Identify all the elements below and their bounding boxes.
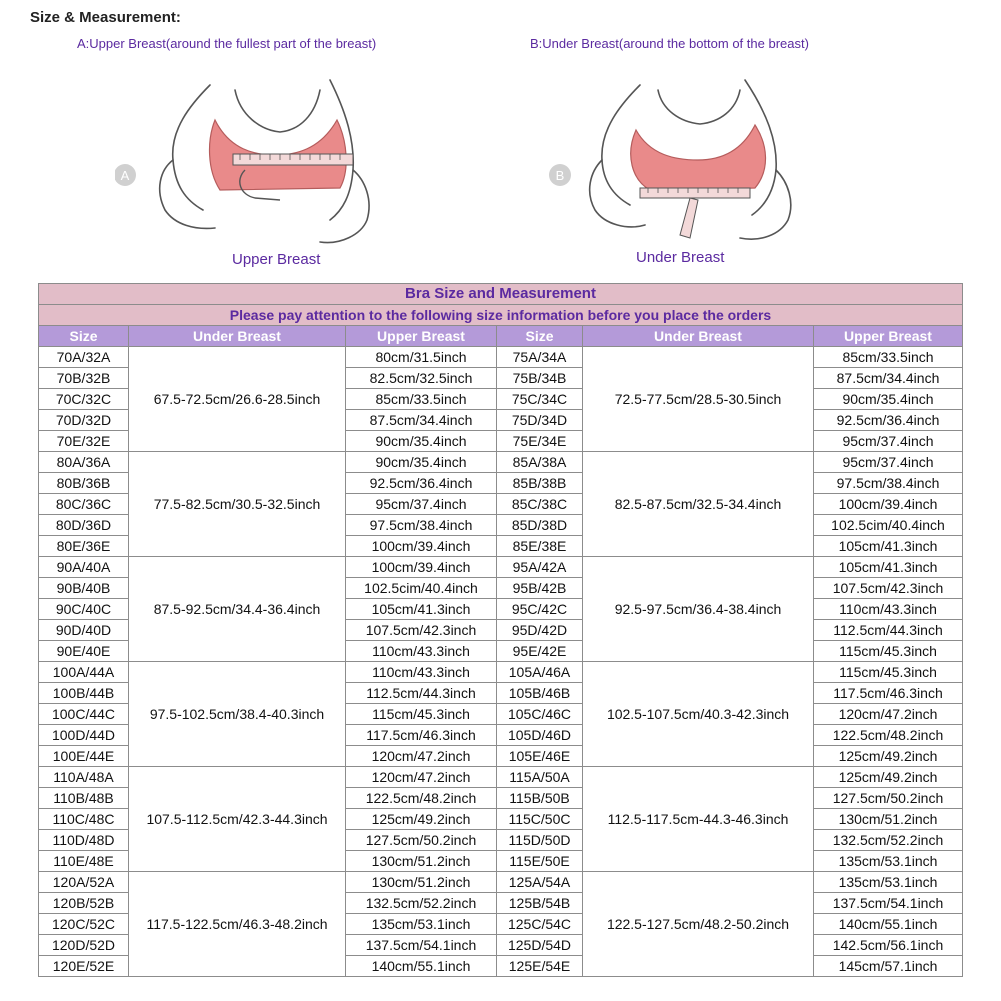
badge-a: A (120, 168, 130, 183)
upper-breast-cell-left: 100cm/39.4inch (346, 536, 497, 557)
upper-breast-cell-right: 135cm/53.1inch (814, 851, 963, 872)
upper-breast-cell-left: 102.5cim/40.4inch (346, 578, 497, 599)
size-cell-left: 80E/36E (39, 536, 129, 557)
size-cell-right: 105B/46B (497, 683, 583, 704)
upper-breast-cell-right: 125cm/49.2inch (814, 746, 963, 767)
upper-breast-cell-left: 127.5cm/50.2inch (346, 830, 497, 851)
header-size-right: Size (497, 326, 583, 347)
under-breast-range-left: 67.5-72.5cm/26.6-28.5inch (129, 347, 346, 452)
upper-breast-cell-right: 142.5cm/56.1inch (814, 935, 963, 956)
size-cell-right: 115A/50A (497, 767, 583, 788)
size-cell-right: 95C/42C (497, 599, 583, 620)
header-upper-breast-left: Upper Breast (346, 326, 497, 347)
size-cell-right: 105C/46C (497, 704, 583, 725)
upper-breast-cell-left: 132.5cm/52.2inch (346, 893, 497, 914)
upper-breast-cell-right: 145cm/57.1inch (814, 956, 963, 977)
upper-breast-cell-left: 112.5cm/44.3inch (346, 683, 497, 704)
table-row (39, 662, 963, 683)
upper-breast-cell-right: 102.5cim/40.4inch (814, 515, 963, 536)
upper-breast-cell-right: 97.5cm/38.4inch (814, 473, 963, 494)
under-breast-range-right: 112.5-117.5cm-44.3-46.3inch (583, 767, 814, 872)
size-cell-right: 105E/46E (497, 746, 583, 767)
size-cell-left: 100A/44A (39, 662, 129, 683)
header-upper-breast-right: Upper Breast (814, 326, 963, 347)
under-breast-range-right: 72.5-77.5cm/28.5-30.5inch (583, 347, 814, 452)
under-breast-range-right: 92.5-97.5cm/36.4-38.4inch (583, 557, 814, 662)
header-size-left: Size (39, 326, 129, 347)
size-cell-left: 90E/40E (39, 641, 129, 662)
under-breast-range-right: 122.5-127.5cm/48.2-50.2inch (583, 872, 814, 977)
upper-breast-cell-left: 95cm/37.4inch (346, 494, 497, 515)
upper-breast-cell-right: 85cm/33.5inch (814, 347, 963, 368)
upper-breast-cell-left: 122.5cm/48.2inch (346, 788, 497, 809)
under-breast-range-left: 107.5-112.5cm/42.3-44.3inch (129, 767, 346, 872)
size-cell-right: 125E/54E (497, 956, 583, 977)
size-cell-left: 120A/52A (39, 872, 129, 893)
size-cell-right: 75D/34D (497, 410, 583, 431)
size-cell-left: 110D/48D (39, 830, 129, 851)
size-cell-right: 105A/46A (497, 662, 583, 683)
upper-breast-cell-left: 97.5cm/38.4inch (346, 515, 497, 536)
upper-breast-cell-left: 90cm/35.4inch (346, 452, 497, 473)
size-cell-left: 100D/44D (39, 725, 129, 746)
measuring-tape-b (640, 188, 750, 198)
size-cell-left: 100C/44C (39, 704, 129, 725)
size-cell-right: 125D/54D (497, 935, 583, 956)
upper-breast-cell-right: 137.5cm/54.1inch (814, 893, 963, 914)
size-cell-left: 90B/40B (39, 578, 129, 599)
size-cell-left: 100B/44B (39, 683, 129, 704)
page-heading: Size & Measurement: (30, 9, 181, 26)
size-cell-left: 110C/48C (39, 809, 129, 830)
upper-breast-cell-right: 105cm/41.3inch (814, 536, 963, 557)
size-cell-right: 75C/34C (497, 389, 583, 410)
upper-breast-cell-right: 132.5cm/52.2inch (814, 830, 963, 851)
upper-breast-cell-left: 110cm/43.3inch (346, 641, 497, 662)
upper-breast-cell-right: 125cm/49.2inch (814, 767, 963, 788)
under-breast-range-right: 82.5-87.5cm/32.5-34.4inch (583, 452, 814, 557)
upper-breast-cell-right: 95cm/37.4inch (814, 431, 963, 452)
size-cell-left: 80B/36B (39, 473, 129, 494)
upper-breast-cell-right: 110cm/43.3inch (814, 599, 963, 620)
upper-breast-cell-left: 120cm/47.2inch (346, 767, 497, 788)
size-cell-left: 120C/52C (39, 914, 129, 935)
upper-breast-cell-left: 82.5cm/32.5inch (346, 368, 497, 389)
table-row (39, 767, 963, 788)
size-cell-right: 95A/42A (497, 557, 583, 578)
upper-breast-cell-right: 105cm/41.3inch (814, 557, 963, 578)
upper-breast-cell-right: 87.5cm/34.4inch (814, 368, 963, 389)
caption-under-breast: B:Under Breast(around the bottom of the breast) (530, 36, 809, 51)
size-cell-right: 75A/34A (497, 347, 583, 368)
size-cell-right: 125C/54C (497, 914, 583, 935)
under-breast-range-left: 87.5-92.5cm/34.4-36.4inch (129, 557, 346, 662)
upper-breast-cell-left: 87.5cm/34.4inch (346, 410, 497, 431)
under-breast-label: Under Breast (636, 249, 725, 266)
upper-breast-cell-right: 92.5cm/36.4inch (814, 410, 963, 431)
upper-breast-cell-left: 85cm/33.5inch (346, 389, 497, 410)
upper-breast-cell-left: 125cm/49.2inch (346, 809, 497, 830)
upper-breast-cell-right: 135cm/53.1inch (814, 872, 963, 893)
size-cell-right: 85B/38B (497, 473, 583, 494)
size-cell-left: 70B/32B (39, 368, 129, 389)
size-cell-left: 110B/48B (39, 788, 129, 809)
upper-breast-cell-left: 117.5cm/46.3inch (346, 725, 497, 746)
size-cell-left: 110A/48A (39, 767, 129, 788)
size-cell-right: 85A/38A (497, 452, 583, 473)
size-cell-left: 90A/40A (39, 557, 129, 578)
size-cell-left: 70E/32E (39, 431, 129, 452)
upper-breast-cell-right: 117.5cm/46.3inch (814, 683, 963, 704)
under-breast-range-left: 117.5-122.5cm/46.3-48.2inch (129, 872, 346, 977)
upper-breast-cell-right: 115cm/45.3inch (814, 662, 963, 683)
size-cell-right: 85C/38C (497, 494, 583, 515)
upper-breast-cell-left: 100cm/39.4inch (346, 557, 497, 578)
table-row (39, 872, 963, 893)
upper-breast-cell-right: 107.5cm/42.3inch (814, 578, 963, 599)
upper-breast-cell-left: 107.5cm/42.3inch (346, 620, 497, 641)
size-cell-right: 125B/54B (497, 893, 583, 914)
size-cell-right: 85E/38E (497, 536, 583, 557)
upper-breast-cell-left: 110cm/43.3inch (346, 662, 497, 683)
upper-breast-cell-left: 140cm/55.1inch (346, 956, 497, 977)
size-cell-right: 95B/42B (497, 578, 583, 599)
size-cell-right: 75E/34E (497, 431, 583, 452)
table-note: Please pay attention to the following size information before you place the orders (39, 305, 963, 326)
table-row (39, 452, 963, 473)
upper-breast-cell-left: 135cm/53.1inch (346, 914, 497, 935)
table-row (39, 557, 963, 578)
measuring-tape-a (233, 154, 353, 165)
upper-breast-cell-left: 130cm/51.2inch (346, 872, 497, 893)
size-cell-left: 120D/52D (39, 935, 129, 956)
size-cell-left: 70A/32A (39, 347, 129, 368)
size-cell-right: 125A/54A (497, 872, 583, 893)
upper-breast-cell-left: 115cm/45.3inch (346, 704, 497, 725)
header-under-breast-left: Under Breast (129, 326, 346, 347)
upper-breast-illustration (115, 60, 385, 260)
size-cell-left: 90D/40D (39, 620, 129, 641)
table-title: Bra Size and Measurement (39, 284, 963, 305)
upper-breast-cell-left: 90cm/35.4inch (346, 431, 497, 452)
upper-breast-cell-right: 127.5cm/50.2inch (814, 788, 963, 809)
under-breast-range-right: 102.5-107.5cm/40.3-42.3inch (583, 662, 814, 767)
size-cell-right: 75B/34B (497, 368, 583, 389)
size-cell-left: 120E/52E (39, 956, 129, 977)
upper-breast-cell-left: 130cm/51.2inch (346, 851, 497, 872)
size-cell-left: 110E/48E (39, 851, 129, 872)
under-breast-illustration (540, 60, 810, 260)
upper-breast-cell-right: 90cm/35.4inch (814, 389, 963, 410)
bra-shape-b (631, 125, 766, 190)
upper-breast-cell-left: 105cm/41.3inch (346, 599, 497, 620)
size-cell-right: 95D/42D (497, 620, 583, 641)
size-cell-left: 100E/44E (39, 746, 129, 767)
size-table (38, 283, 963, 977)
size-cell-right: 115D/50D (497, 830, 583, 851)
size-cell-right: 85D/38D (497, 515, 583, 536)
size-cell-left: 70C/32C (39, 389, 129, 410)
under-breast-range-left: 97.5-102.5cm/38.4-40.3inch (129, 662, 346, 767)
upper-breast-cell-left: 92.5cm/36.4inch (346, 473, 497, 494)
caption-upper-breast: A:Upper Breast(around the fullest part of the breast) (77, 36, 377, 51)
upper-breast-cell-right: 122.5cm/48.2inch (814, 725, 963, 746)
upper-breast-cell-right: 115cm/45.3inch (814, 641, 963, 662)
size-cell-right: 115B/50B (497, 788, 583, 809)
table-row (39, 347, 963, 368)
upper-breast-cell-left: 120cm/47.2inch (346, 746, 497, 767)
badge-b: B (555, 168, 565, 183)
size-cell-left: 80D/36D (39, 515, 129, 536)
size-cell-right: 115E/50E (497, 851, 583, 872)
upper-breast-cell-right: 100cm/39.4inch (814, 494, 963, 515)
upper-breast-cell-right: 95cm/37.4inch (814, 452, 963, 473)
upper-breast-cell-right: 130cm/51.2inch (814, 809, 963, 830)
size-cell-left: 70D/32D (39, 410, 129, 431)
size-cell-left: 80A/36A (39, 452, 129, 473)
size-cell-left: 120B/52B (39, 893, 129, 914)
upper-breast-label: Upper Breast (232, 251, 321, 268)
upper-breast-cell-right: 140cm/55.1inch (814, 914, 963, 935)
header-under-breast-right: Under Breast (583, 326, 814, 347)
size-cell-left: 80C/36C (39, 494, 129, 515)
upper-breast-cell-left: 80cm/31.5inch (346, 347, 497, 368)
size-cell-right: 115C/50C (497, 809, 583, 830)
upper-breast-cell-right: 112.5cm/44.3inch (814, 620, 963, 641)
under-breast-range-left: 77.5-82.5cm/30.5-32.5inch (129, 452, 346, 557)
size-cell-left: 90C/40C (39, 599, 129, 620)
upper-breast-cell-left: 137.5cm/54.1inch (346, 935, 497, 956)
size-cell-right: 95E/42E (497, 641, 583, 662)
upper-breast-cell-right: 120cm/47.2inch (814, 704, 963, 725)
size-cell-right: 105D/46D (497, 725, 583, 746)
